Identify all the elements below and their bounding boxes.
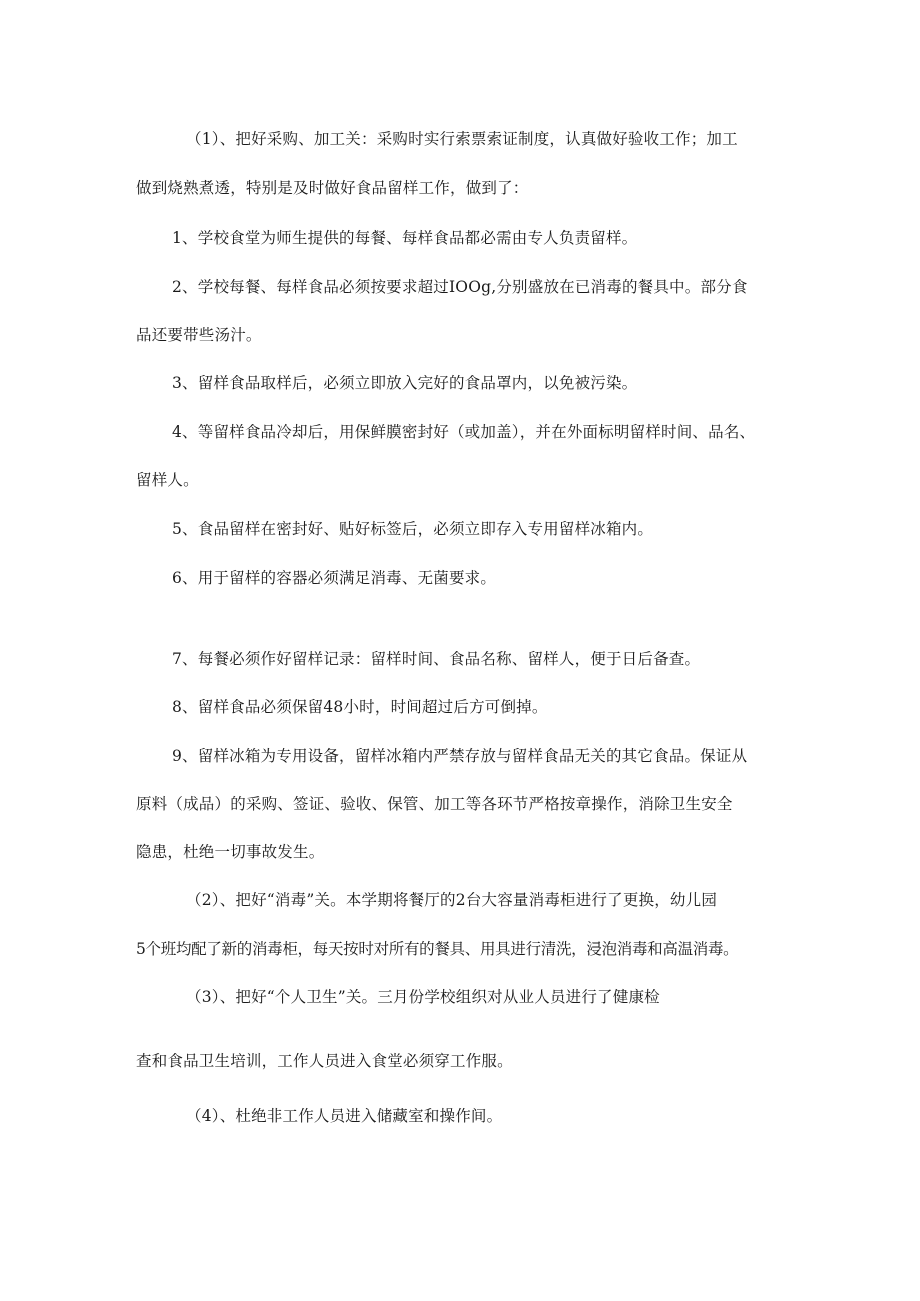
item-6: 6、用于留样的容器必须满足消毒、无菌要求。 [172,569,497,587]
item-2-line-2: 品还要带些汤汁。 [136,326,262,344]
paragraph-3-line-1: （3）、把好“个人卫生”关。三月份学校组织对从业人员进行了健康检 [186,988,660,1006]
item-4-line-1: 4、等留样食品冷却后，用保鲜膜密封好（或加盖），并在外面标明留样时间、品名、 [172,423,756,441]
item-9-line-2: 原料（成品）的采购、签证、验收、保管、加工等各环节严格按章操作，消除卫生安全 [136,795,733,813]
paragraph-2-line-1: （2）、把好“消毒”关。本学期将餐厅的2台大容量消毒柜进行了更换，幼儿园 [186,891,718,909]
paragraph-3-line-2: 查和食品卫生培训，工作人员进入食堂必须穿工作服。 [136,1052,513,1070]
item-9-line-3: 隐患，杜绝一切事故发生。 [136,843,325,861]
item-5: 5、食品留样在密封好、贴好标签后，必须立即存入专用留样冰箱内。 [172,520,654,538]
item-3: 3、留样食品取样后，必须立即放入完好的食品罩内，以免被污染。 [172,374,638,392]
paragraph-1-line-2: 做到烧熟煮透，特别是及时做好食品留样工作，做到了： [136,179,529,197]
paragraph-4: （4）、杜绝非工作人员进入储藏室和操作间。 [186,1107,503,1125]
paragraph-2-line-2: 5个班均配了新的消毒柜，每天按时对所有的餐具、用具进行清洗，浸泡消毒和高温消毒。 [136,940,739,958]
item-7: 7、每餐必须作好留样记录：留样时间、食品名称、留样人，便于日后备查。 [172,650,701,668]
item-9-line-1: 9、留样冰箱为专用设备，留样冰箱内严禁存放与留样食品无关的其它食品。保证从 [172,747,748,765]
item-2-line-1: 2、学校每餐、每样食品必须按要求超过IOOg,分别盛放在已消毒的餐具中。部分食 [172,278,748,296]
paragraph-1-line-1: （1）、把好采购、加工关：采购时实行索票索证制度，认真做好验收工作；加工 [186,130,738,148]
item-4-line-2: 留样人。 [136,471,199,489]
item-1: 1、学校食堂为师生提供的每餐、每样食品都必需由专人负责留样。 [172,229,638,247]
item-8: 8、留样食品必须保留48小时，时间超过后方可倒掉。 [172,698,548,716]
